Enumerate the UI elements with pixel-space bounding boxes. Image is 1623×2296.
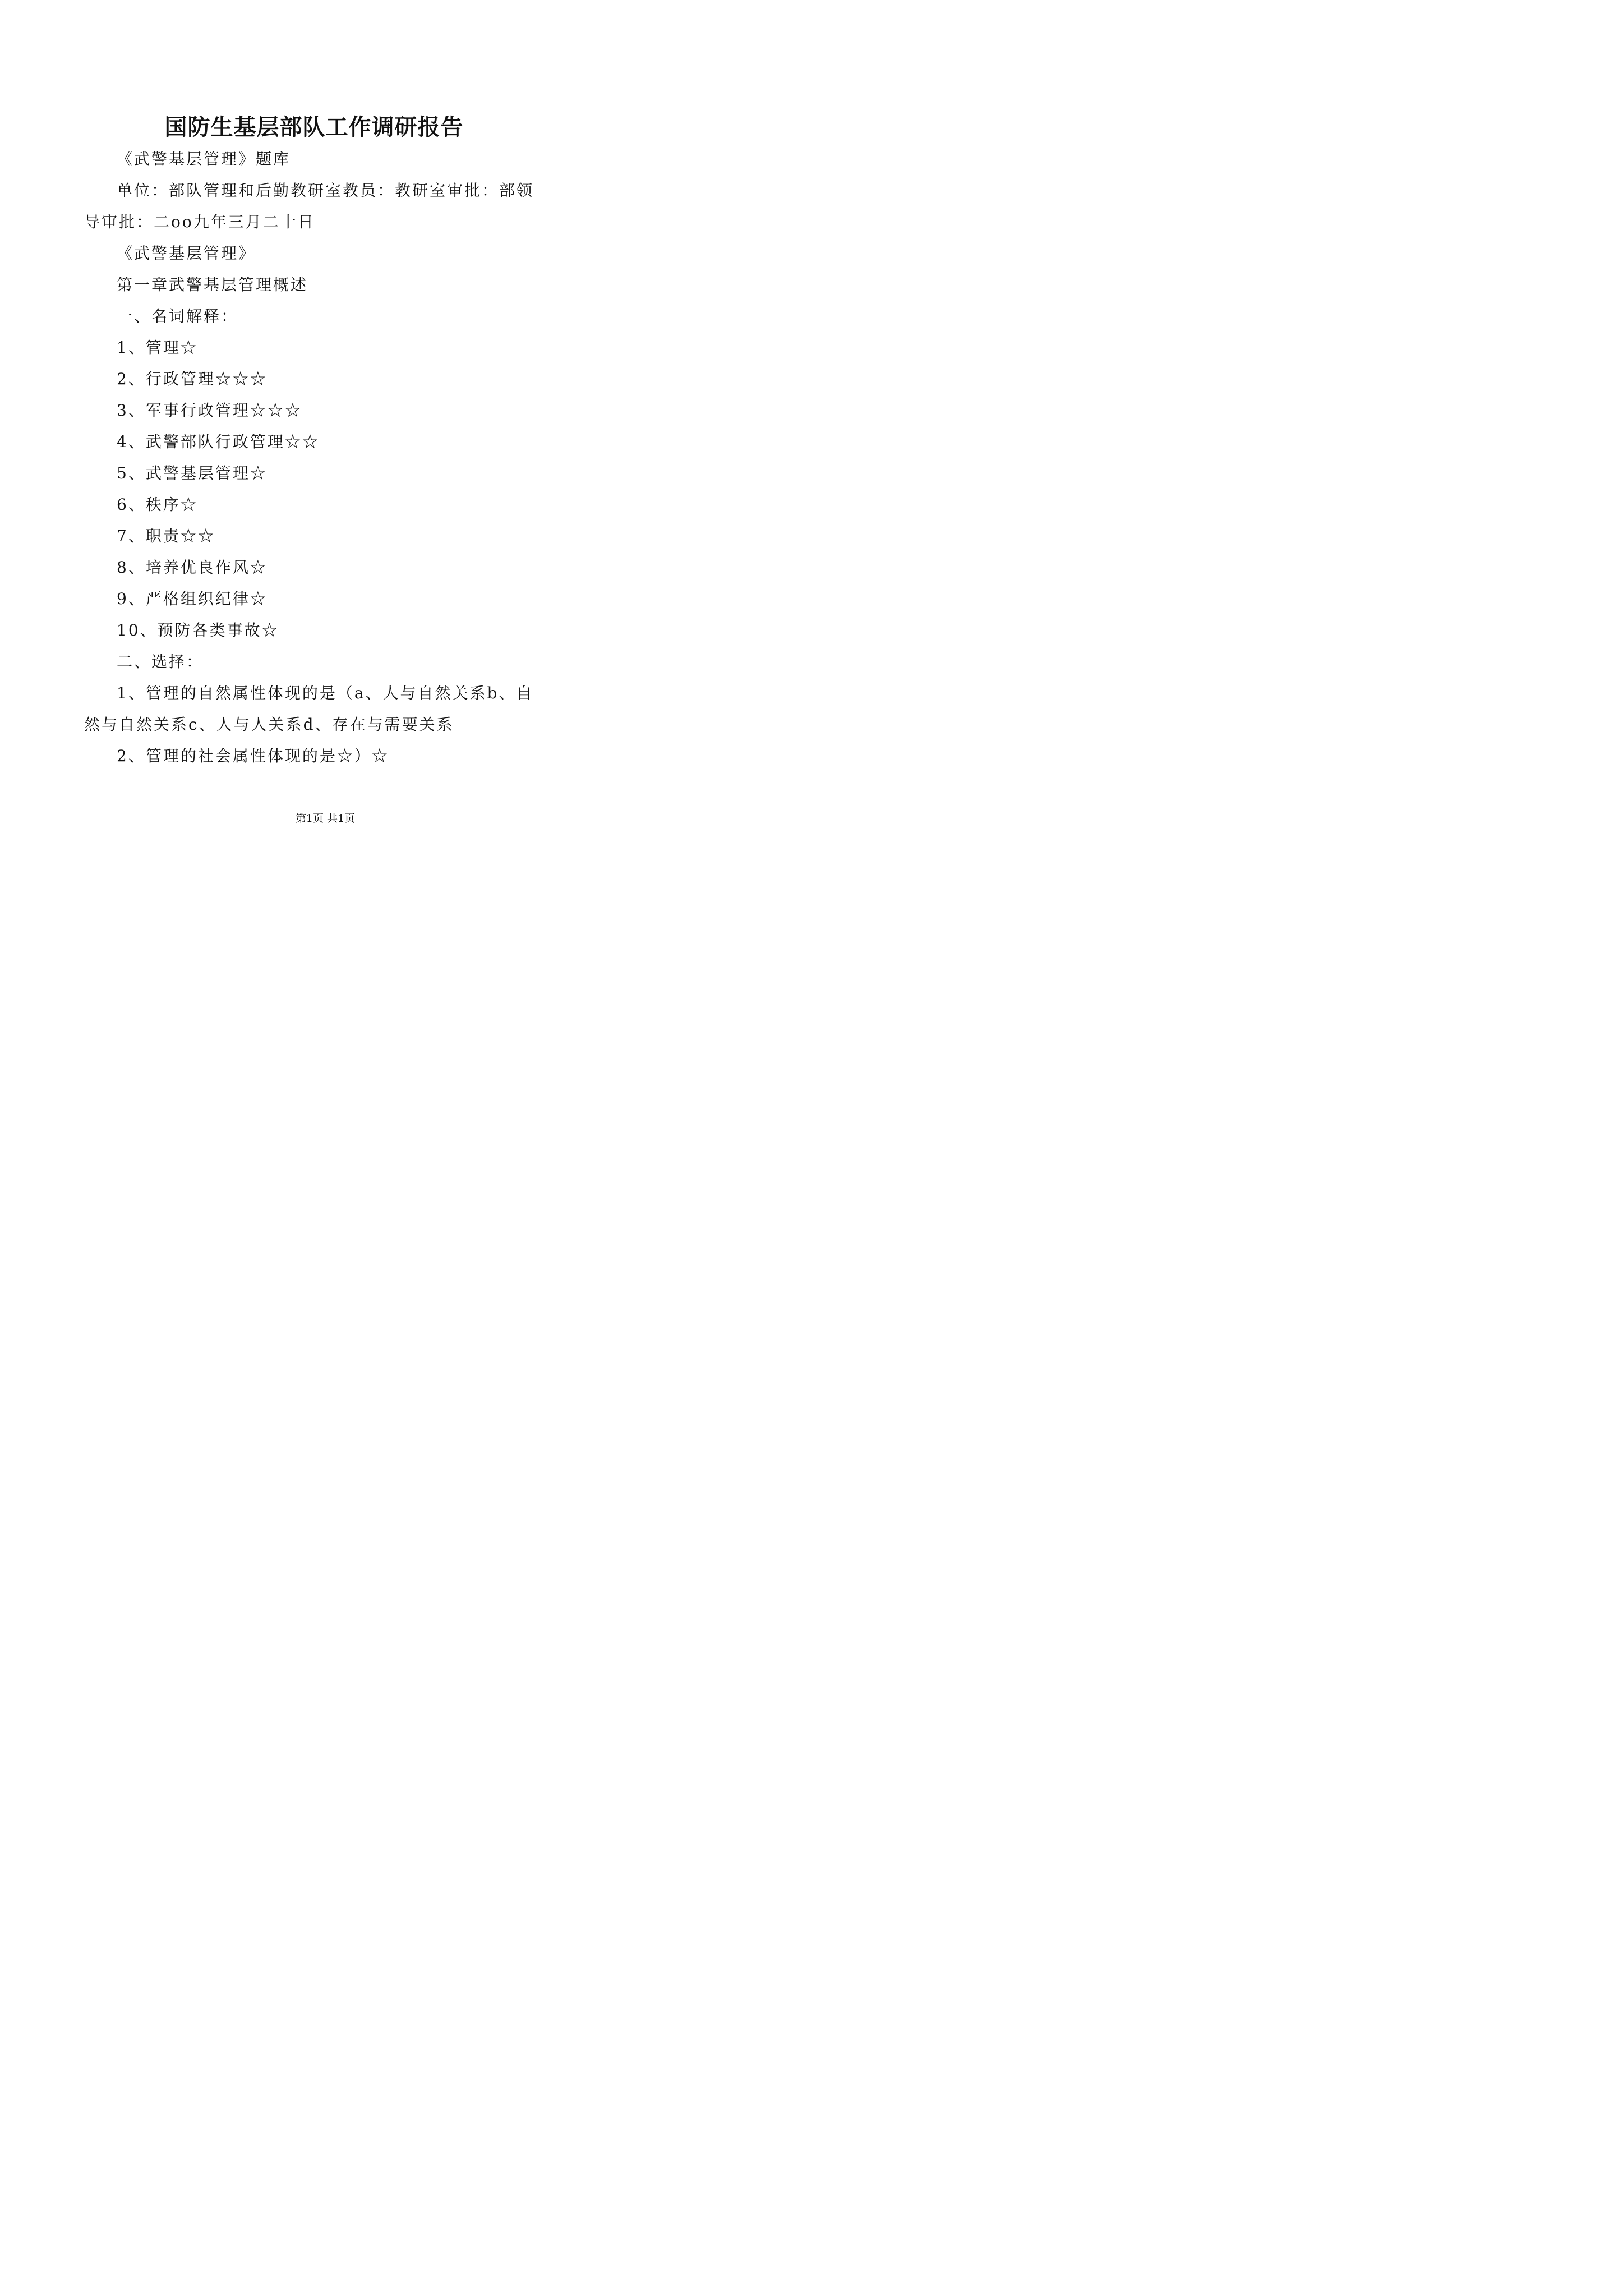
list-item: 6、秩序☆ xyxy=(117,495,198,514)
footer-page-number: 1 xyxy=(306,812,313,825)
footer-page-total: 1 xyxy=(338,812,345,825)
document-page xyxy=(0,0,617,873)
chapter-heading: 第一章武警基层管理概述 xyxy=(117,275,308,294)
list-item: 10、预防各类事故☆ xyxy=(117,621,279,639)
list-item: 5、武警基层管理☆ xyxy=(117,464,268,482)
list-item: 4、武警部队行政管理☆☆ xyxy=(117,432,320,451)
footer-mid: 页 共 xyxy=(312,812,338,825)
page-footer xyxy=(0,810,651,827)
document-body xyxy=(84,144,545,772)
section-heading-choice: 二、选择： xyxy=(117,652,204,671)
paragraph-unit-approval: 单位：部队管理和后勤教研室教员：教研室审批：部领导审批：二oo九年三月二十日 xyxy=(84,181,534,231)
footer-suffix: 页 xyxy=(344,812,356,825)
section-heading-terms: 一、名词解释： xyxy=(117,307,239,325)
document-title: 国防生基层部队工作调研报告 xyxy=(164,114,464,140)
paragraph-question-bank: 《武警基层管理》题库 xyxy=(117,150,291,168)
list-item: 2、行政管理☆☆☆ xyxy=(117,370,268,388)
footer-prefix: 第 xyxy=(295,812,306,825)
list-item: 8、培养优良作风☆ xyxy=(117,558,268,577)
choice-question: 1、管理的自然属性体现的是（a、人与自然关系b、自然与自然关系c、人与人关系d、存在与需要关系 xyxy=(84,684,534,734)
paragraph-course-title: 《武警基层管理》 xyxy=(117,244,256,263)
list-item: 1、管理☆ xyxy=(117,338,198,357)
list-item: 7、职责☆☆ xyxy=(117,527,215,545)
list-item: 3、军事行政管理☆☆☆ xyxy=(117,401,302,420)
list-item: 9、严格组织纪律☆ xyxy=(117,590,268,608)
choice-question: 2、管理的社会属性体现的是☆）☆ xyxy=(117,747,389,765)
